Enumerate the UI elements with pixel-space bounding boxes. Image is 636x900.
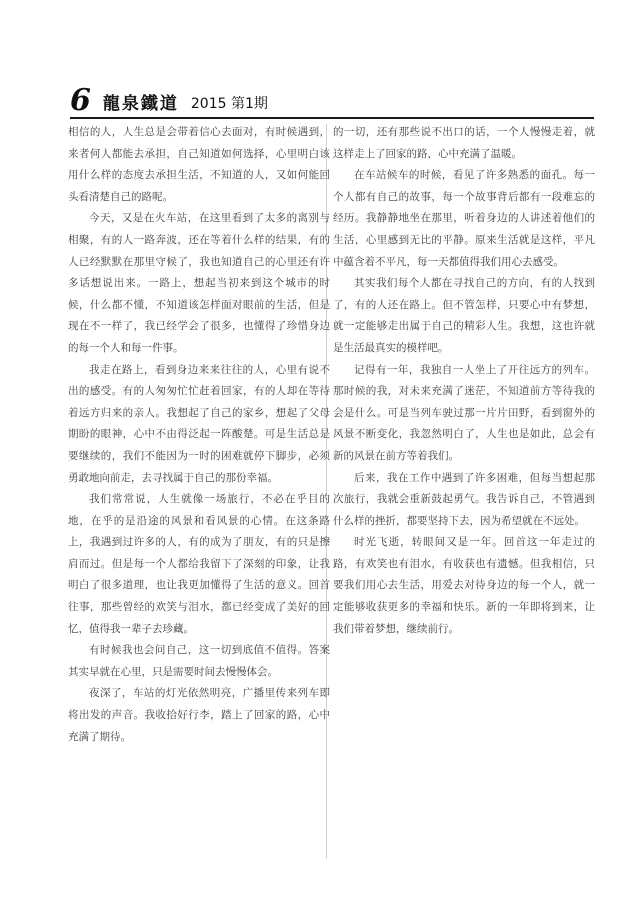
paragraph: 在车站候车的时候，看见了许多熟悉的面孔。每一个人都有自己的故事，每一个故事背后都有一段难忘的经历。我静静地坐在那里，听着身边的人讲述着他们的生活，心里感到无比的平静。原来生活就是这样，平凡中蕴含着不平凡，每一天都值得我们用心去感受。 [333,169,595,268]
paragraph: 记得有一年，我独自一人坐上了开往远方的列车。那时候的我，对未来充满了迷茫，不知道前方等待我的会是什么。可是当列车驶过那一片片田野，看到窗外的风景不断变化，我忽然明白了，人生也是如此，总会有新的风景在前方等着我们。 [333,363,595,462]
paragraph: 夜深了，车站的灯光依然明亮，广播里传来列车即将出发的声音。我收拾好行李，踏上了回家的路，心中充满了期待。 [68,687,330,743]
journal-title: 龍泉鐵道 [102,94,179,114]
paragraph: 的一切，还有那些说不出口的话，一个人慢慢走着，就这样走上了回家的路，心中充满了温暖。 [333,126,595,160]
paragraph: 我走在路上，看到身边来来往往的人，心里有说不出的感受。有的人匆匆忙忙赶着回家，有的人却在等待着远方归来的亲人。我想起了自己的家乡，想起了父母期盼的眼神，心中不由得泛起一阵酸楚。可是生活总是要继续的，我们不能因为一时的困难就停下脚步，必须勇敢地向前走，去寻找属于自己的那份幸福。 [68,363,330,484]
paragraph: 时光飞逝，转眼间又是一年。回首这一年走过的路，有欢笑也有泪水，有收获也有遗憾。但我相信，只要我们用心去生活，用爱去对待身边的每一个人，就一定能够收获更多的幸福和快乐。新的一年即将到来，让我们带着梦想，继续前行。 [333,536,595,635]
right-column [333,122,595,862]
paragraph: 今天，又是在火车站，在这里看到了太多的离别与相聚，有的人一路奔波，还在等着什么样的结果，有的人已经默默在那里守候了，我也知道自己的心里还有许多话想说出来。一路上，想起当初来到这个城市的时候，什么都不懂，不知道该怎样面对眼前的生活，但是现在不一样了，我已经学会了很多，也懂得了珍惜身边的每一个人和每一件事。 [68,212,330,354]
page-header [70,80,268,116]
paragraph: 相信的人，人生总是会带着信心去面对，有时候遇到，来者何人都能去承担，自己知道如何选择，心里明白该用什么样的态度去承担生活，不知道的人，又如何能回头看清楚自己的路呢。 [68,126,330,203]
page-number: 6 [70,83,91,118]
left-column [68,122,330,862]
issue-label: 2015 第1期 [190,96,268,112]
paragraph: 我们常常说，人生就像一场旅行，不必在乎目的地，在乎的是沿途的风景和看风景的心情。在这条路上，我遇到过许多的人，有的成为了朋友，有的只是擦肩而过。但是每一个人都给我留下了深刻的印象，让我明白了很多道理，也让我更加懂得了生活的意义。回首往事，那些曾经的欢笑与泪水，都已经变成了美好的回忆，值得我一辈子去珍藏。 [68,493,330,635]
header-rule [70,117,594,119]
paragraph: 有时候我也会问自己，这一切到底值不值得。答案其实早就在心里，只是需要时间去慢慢体会。 [68,644,330,678]
paragraph: 后来，我在工作中遇到了许多困难，但每当想起那次旅行，我就会重新鼓起勇气。我告诉自己，不管遇到什么样的挫折，都要坚持下去，因为希望就在不远处。 [333,471,595,527]
paragraph: 其实我们每个人都在寻找自己的方向，有的人找到了，有的人还在路上。但不管怎样，只要心中有梦想，就一定能够走出属于自己的精彩人生。我想，这也许就是生活最真实的模样吧。 [333,277,595,354]
